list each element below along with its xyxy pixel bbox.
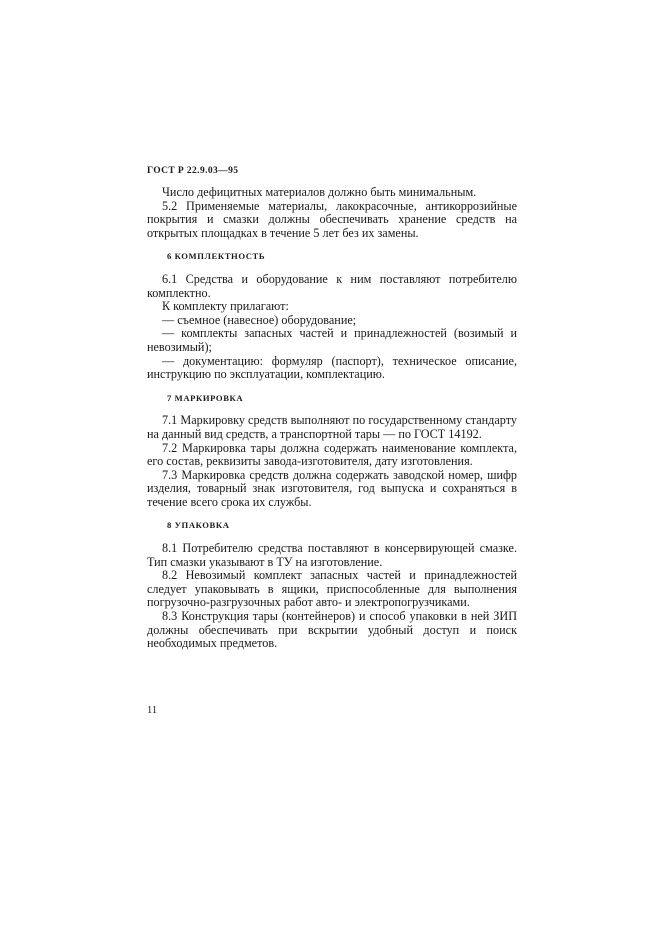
list-item-spare-parts: — комплекты запасных частей и принадлежностей (возимый и невозимый); <box>147 326 517 354</box>
list-item-removable-equipment: — съемное (навесное) оборудование; <box>162 312 357 327</box>
paragraph-5-2: 5.2 Применяемые материалы, лакокрасочные, антикоррозийные покрытия и смазки должны обеспечивать хранение средств на открытых площадках в течение 5 лет без их замены. <box>147 198 517 240</box>
section-7-heading: 7 МАРКИРОВКА <box>167 392 244 403</box>
document-body <box>147 186 517 651</box>
paragraph-7-1: 7.1 Маркировку средств выполняют по государственному стандарту на данный вид средств, а транспортной тары — по ГОСТ 14192. <box>147 413 517 441</box>
paragraph-8-3: 8.3 Конструкция тары (контейнеров) и способ упаковки в ней ЗИП должны обеспечивать при вскрытии удобный доступ и поиск необходимых предметов. <box>147 609 517 651</box>
paragraph-6-1: 6.1 Средства и оборудование к ним поставляют потребителю комплектно. <box>147 271 517 300</box>
paragraph-7-3: 7.3 Маркировка средств должна содержать заводской номер, шифр изделия, товарный знак изготовителя, год выпуска и сохраняться в течение всего срока их службы. <box>147 467 517 509</box>
list-item-documentation: — документацию: формуляр (паспорт), техническое описание, инструкцию по эксплуатации, комплектацию. <box>147 353 517 382</box>
document-code-header: ГОСТ Р 22.9.03—95 <box>147 166 239 176</box>
paragraph-7-2: 7.2 Маркировка тары должна содержать наименование комплекта, его состав, реквизиты завода-изготовителя, дату изготовления. <box>147 440 517 469</box>
section-6-heading: 6 КОМПЛЕКТНОСТЬ <box>167 251 266 262</box>
paragraph-8-2: 8.2 Невозимый комплект запасных частей и принадлежностей следует упаковывать в ящики, приспособленные для выполнения погрузочно-разгрузочных работ авто- и электропогрузчиками. <box>147 568 517 610</box>
paragraph-5-tail: Число дефицитных материалов должно быть минимальным. <box>162 185 477 199</box>
page-number: 11 <box>147 705 158 716</box>
paragraph-6-kit-intro: К комплекту прилагают: <box>162 299 289 314</box>
section-8-heading: 8 УПАКОВКА <box>167 520 230 531</box>
paragraph-8-1: 8.1 Потребителю средства поставляют в консервирующей смазке. Тип смазки указывают в ТУ на изготовление. <box>147 541 517 569</box>
